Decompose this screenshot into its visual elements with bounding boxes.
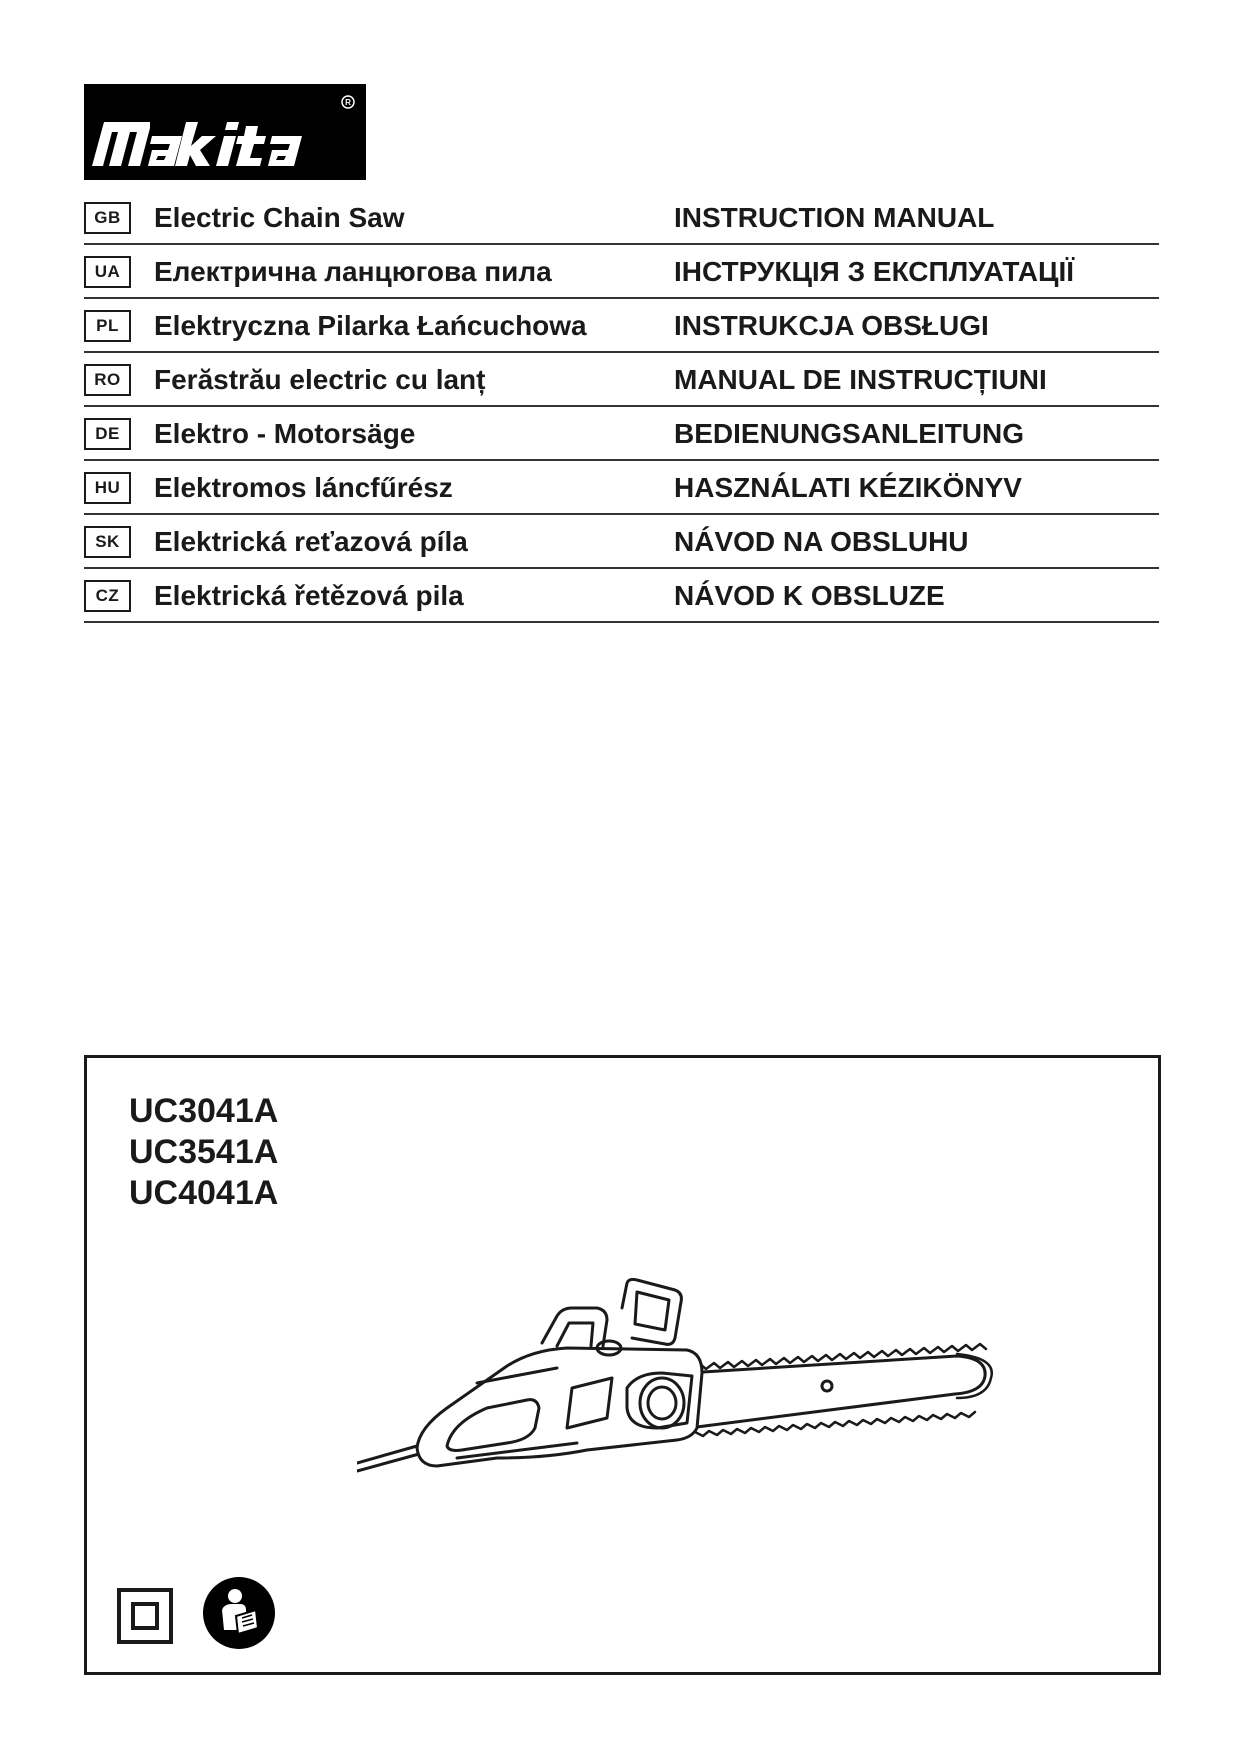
language-code-badge: RO: [84, 364, 131, 396]
language-row-ua: [84, 246, 1159, 299]
manual-title: INSTRUKCJA OBSŁUGI: [674, 309, 989, 341]
language-row-hu: [84, 462, 1159, 515]
product-title: Elektrická řetězová pila: [154, 579, 464, 611]
makita-logo: [84, 84, 366, 180]
double-square-icon: [117, 1588, 173, 1644]
language-row-de: [84, 408, 1159, 461]
read-manual-icon: [202, 1576, 276, 1650]
manual-title: NÁVOD NA OBSLUHU: [674, 525, 969, 557]
manual-title: INSTRUCTION MANUAL: [674, 201, 995, 233]
language-code-badge: GB: [84, 202, 131, 234]
language-code-badge: CZ: [84, 580, 131, 612]
language-code-badge: SK: [84, 526, 131, 558]
model-number: UC3041A: [129, 1092, 279, 1130]
language-code-badge: PL: [84, 310, 131, 342]
product-title: Elektro - Motorsäge: [154, 417, 416, 449]
language-code-badge: UA: [84, 256, 131, 288]
model-list: [129, 1091, 278, 1214]
language-row-pl: [84, 300, 1159, 353]
language-table: [84, 192, 1159, 624]
product-title: Elektrická reťazová píla: [154, 525, 468, 557]
manual-title: NÁVOD K OBSLUZE: [674, 579, 945, 611]
manual-title: BEDIENUNGSANLEITUNG: [674, 417, 1025, 449]
product-title: Електрична ланцюгова пила: [154, 255, 552, 287]
manual-title: MANUAL DE INSTRUCȚIUNI: [674, 363, 1047, 395]
language-row-ro: [84, 354, 1159, 407]
language-code-badge: HU: [84, 472, 131, 504]
manual-title: ІНСТРУКЦІЯ З ЕКСПЛУАТАЦІЇ: [674, 255, 1074, 287]
product-title: Elektromos láncfűrész: [154, 471, 453, 503]
product-title: Elektryczna Pilarka Łańcuchowa: [154, 309, 587, 341]
product-title: Electric Chain Saw: [154, 201, 405, 233]
model-number: UC4041A: [129, 1174, 279, 1212]
language-code-badge: DE: [84, 418, 131, 450]
language-row-gb: [84, 192, 1159, 245]
product-title: Ferăstrău electric cu lanț: [154, 363, 486, 395]
model-panel: [84, 1055, 1161, 1675]
language-row-sk: [84, 516, 1159, 569]
manual-title: HASZNÁLATI KÉZIKÖNYV: [674, 471, 1022, 503]
language-row-cz: [84, 570, 1159, 623]
svg-text:R: R: [345, 98, 351, 107]
chain-saw-illustration: [357, 1278, 997, 1498]
model-number: UC3541A: [129, 1133, 279, 1171]
